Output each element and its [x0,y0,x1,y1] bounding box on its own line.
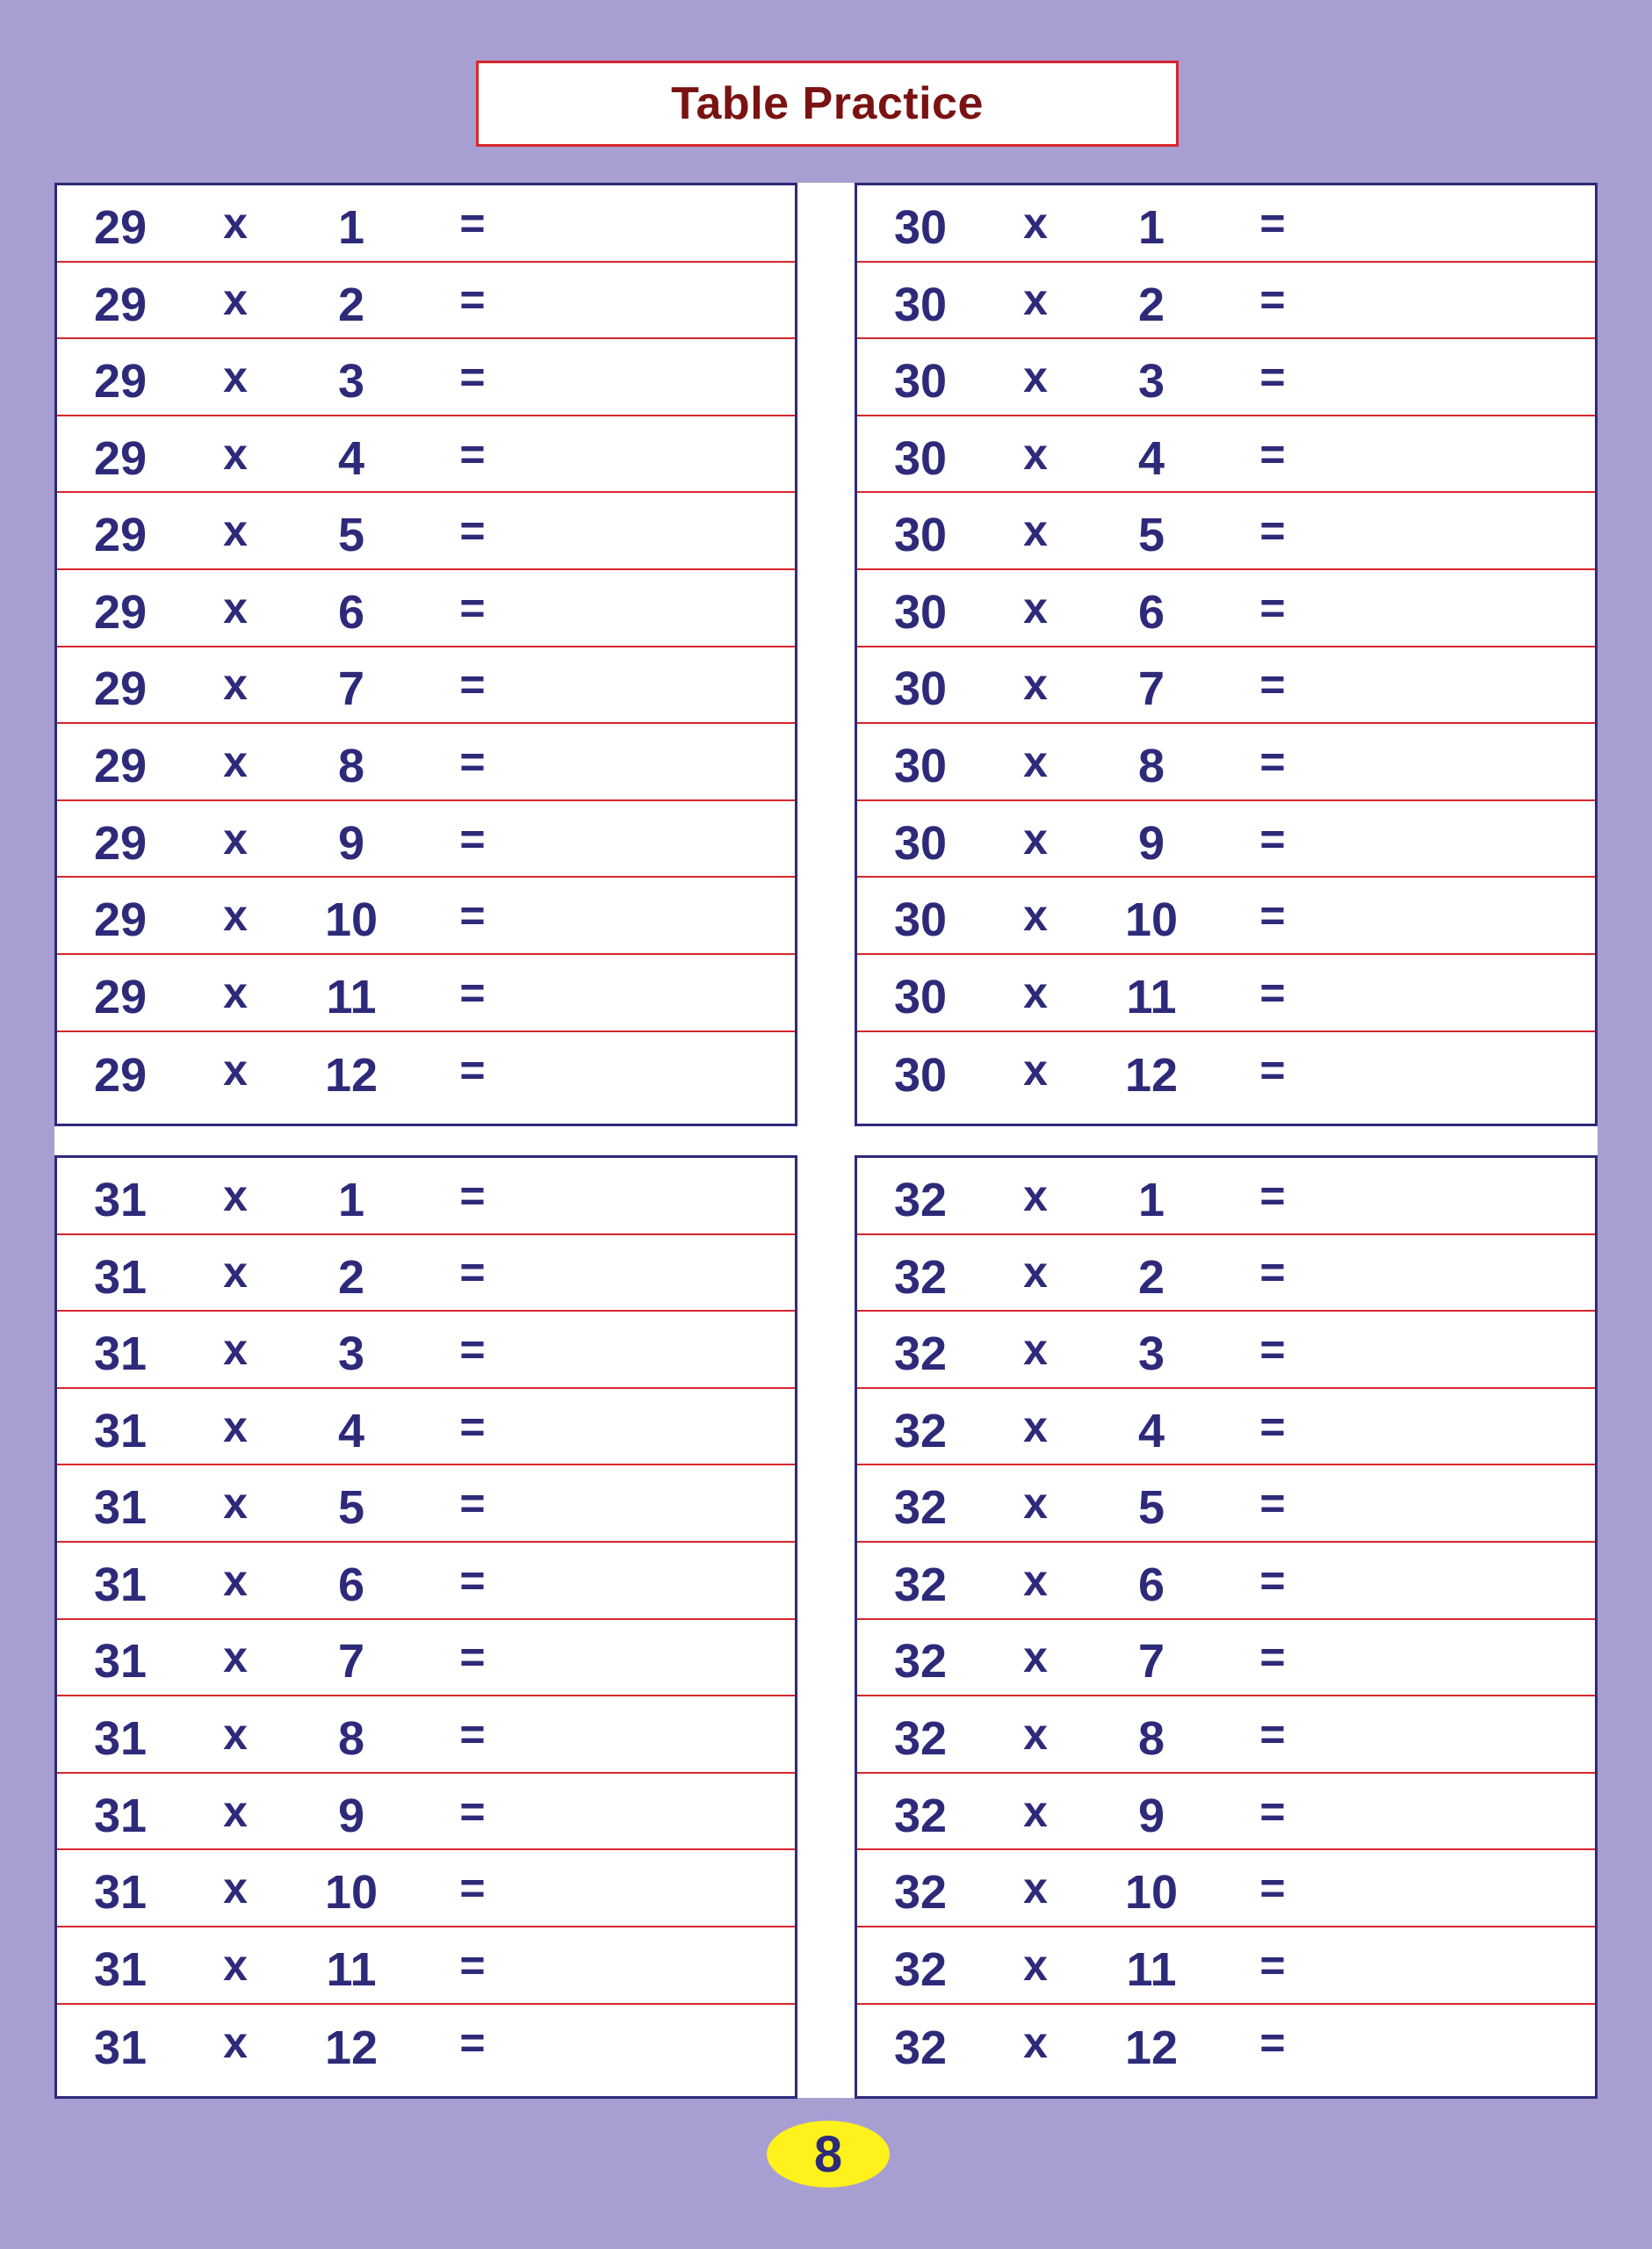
base-number: 32 [893,1558,948,1611]
table-row [57,1465,795,1543]
multiply-sign: x [1023,1247,1048,1298]
base-number: 32 [893,1327,948,1381]
base-number: 29 [93,585,148,639]
multiply-sign: x [1023,2018,1048,2068]
multiplier: 1 [337,200,365,254]
multiply-sign: x [223,2018,248,2068]
multiply-sign: x [223,891,248,941]
table-row [857,1389,1595,1466]
table-row [857,801,1595,879]
base-number: 30 [893,585,948,639]
equals-sign: = [1259,1324,1286,1374]
base-number: 29 [93,662,148,716]
multiplier: 3 [337,1327,365,1381]
base-number: 29 [93,278,148,331]
multiplier: 11 [326,970,377,1023]
multiplier: 8 [337,740,365,793]
table-row [57,2005,795,2082]
multiply-sign: x [1023,967,1048,1017]
table-row [857,416,1595,494]
equals-sign: = [459,1632,486,1682]
multiply-sign: x [223,1709,248,1759]
table-row [57,1774,795,1851]
multiply-sign: x [223,1555,248,1605]
table-row [857,878,1595,955]
multiplier: 5 [337,509,365,562]
table-row [857,570,1595,647]
multiplier: 9 [337,816,365,870]
multiply-sign: x [223,582,248,633]
equals-sign: = [1259,582,1286,633]
multiply-sign: x [223,1401,248,1451]
equals-sign: = [459,198,486,248]
table-row [57,1389,795,1466]
base-number: 30 [893,740,948,793]
base-number: 31 [93,1404,148,1457]
multiplier: 1 [1137,200,1165,254]
multiplier: 5 [1137,509,1165,562]
multiply-sign: x [1023,1786,1048,1836]
table-row [57,1850,795,1927]
base-number: 29 [93,431,148,485]
equals-sign: = [1259,1786,1286,1836]
multiplier: 3 [1137,355,1165,409]
multiplier: 11 [1126,1942,1177,1996]
multiply-sign: x [223,814,248,864]
equals-sign: = [459,275,486,325]
base-number: 32 [893,1404,948,1457]
base-number: 29 [93,816,148,870]
table-row [857,1620,1595,1697]
equals-sign: = [459,1045,486,1096]
multiply-sign: x [1023,1170,1048,1220]
base-number: 29 [93,200,148,254]
multiplier: 2 [1137,1250,1165,1304]
equals-sign: = [459,582,486,633]
multiplier: 3 [1137,1327,1165,1381]
multiplier: 5 [1137,1481,1165,1535]
multiplier: 2 [1137,278,1165,331]
equals-sign: = [1259,506,1286,556]
multiplier: 2 [337,278,365,331]
base-number: 30 [893,355,948,409]
base-number: 31 [93,1481,148,1535]
base-number: 30 [893,509,948,562]
multiplier: 7 [1137,662,1165,716]
multiplier: 6 [1137,585,1165,639]
table-row [57,570,795,647]
multiplier: 11 [1126,970,1177,1023]
equals-sign: = [1259,1045,1286,1096]
table-row [57,1543,795,1620]
base-number: 30 [893,816,948,870]
base-number: 31 [93,1327,148,1381]
base-number: 31 [93,1942,148,1996]
equals-sign: = [1259,736,1286,786]
equals-sign: = [1259,351,1286,401]
table-row [857,2005,1595,2082]
multiplier: 3 [337,355,365,409]
equals-sign: = [1259,1555,1286,1605]
multiplier: 10 [324,1866,379,1920]
equals-sign: = [459,1247,486,1298]
table-row [57,339,795,416]
multiplier: 12 [324,1048,379,1102]
times-table-30 [855,183,1598,1126]
equals-sign: = [459,506,486,556]
base-number: 32 [893,1173,948,1226]
multiplier: 12 [1124,2021,1179,2074]
table-row [57,878,795,955]
multiply-sign: x [1023,660,1048,710]
equals-sign: = [1259,1863,1286,1913]
table-row [57,801,795,879]
equals-sign: = [459,429,486,479]
base-number: 32 [893,1712,948,1766]
equals-sign: = [1259,967,1286,1017]
equals-sign: = [459,2018,486,2068]
base-number: 30 [893,431,948,485]
multiply-sign: x [1023,429,1048,479]
table-row [857,1032,1595,1110]
table-row [57,1235,795,1313]
times-table-rows [857,1158,1595,2081]
equals-sign: = [459,1709,486,1759]
base-number: 29 [93,509,148,562]
multiply-sign: x [1023,736,1048,786]
multiply-sign: x [223,351,248,401]
multiplier: 1 [1137,1173,1165,1226]
page-number: 8 [813,2125,843,2183]
multiplier: 9 [1137,816,1165,870]
multiply-sign: x [223,1324,248,1374]
page-title: Table Practice [671,78,984,129]
multiply-sign: x [223,1045,248,1096]
multiplier: 12 [324,2021,379,2074]
table-row [57,1927,795,2005]
multiply-sign: x [223,1247,248,1298]
multiplier: 6 [337,585,365,639]
table-row [857,493,1595,570]
multiply-sign: x [1023,351,1048,401]
table-row [857,724,1595,801]
multiply-sign: x [1023,198,1048,248]
times-table-rows [857,185,1595,1109]
base-number: 32 [893,1789,948,1842]
times-table-rows [57,185,795,1109]
multiply-sign: x [1023,1632,1048,1682]
multiply-sign: x [223,660,248,710]
table-row [57,955,795,1032]
multiply-sign: x [1023,814,1048,864]
base-number: 32 [893,1942,948,1996]
multiply-sign: x [1023,275,1048,325]
table-row [57,1696,795,1774]
multiply-sign: x [1023,1555,1048,1605]
equals-sign: = [459,1324,486,1374]
table-row [857,1465,1595,1543]
base-number: 31 [93,1250,148,1304]
multiply-sign: x [223,1170,248,1220]
base-number: 31 [93,1558,148,1611]
times-table-31 [54,1155,797,2099]
table-row [857,955,1595,1032]
multiplier: 7 [1137,1635,1165,1689]
multiplier: 2 [337,1250,365,1304]
base-number: 31 [93,1789,148,1842]
table-row [857,1543,1595,1620]
multiply-sign: x [223,1786,248,1836]
table-row [857,263,1595,340]
multiplier: 7 [337,662,365,716]
multiplier: 4 [1137,431,1165,485]
equals-sign: = [459,351,486,401]
base-number: 30 [893,1048,948,1102]
multiplier: 9 [337,1789,365,1842]
multiply-sign: x [1023,1709,1048,1759]
multiply-sign: x [1023,506,1048,556]
equals-sign: = [459,1170,486,1220]
multiply-sign: x [1023,1940,1048,1990]
table-row [857,1850,1595,1927]
multiplier: 8 [337,1712,365,1766]
equals-sign: = [1259,660,1286,710]
multiplier: 9 [1137,1789,1165,1842]
base-number: 29 [93,1048,148,1102]
table-row [857,185,1595,263]
equals-sign: = [1259,1479,1286,1529]
base-number: 32 [893,1481,948,1535]
multiply-sign: x [223,429,248,479]
table-row [857,1158,1595,1235]
multiplier: 10 [324,893,379,947]
base-number: 32 [893,1635,948,1689]
equals-sign: = [1259,1247,1286,1298]
equals-sign: = [459,660,486,710]
multiplier: 7 [337,1635,365,1689]
title-box [476,61,1179,147]
equals-sign: = [459,1479,486,1529]
table-row [857,1774,1595,1851]
multiply-sign: x [223,967,248,1017]
table-row [857,339,1595,416]
base-number: 32 [893,1866,948,1920]
times-table-29 [54,183,797,1126]
multiplier: 4 [337,1404,365,1457]
multiply-sign: x [223,275,248,325]
multiply-sign: x [223,1863,248,1913]
base-number: 29 [93,893,148,947]
multiplier: 8 [1137,1712,1165,1766]
horizontal-divider [54,1126,1598,1156]
multiply-sign: x [223,198,248,248]
multiplier: 10 [1124,1866,1179,1920]
equals-sign: = [1259,1940,1286,1990]
base-number: 31 [93,2021,148,2074]
equals-sign: = [459,1401,486,1451]
multiply-sign: x [223,506,248,556]
equals-sign: = [1259,814,1286,864]
multiply-sign: x [1023,582,1048,633]
base-number: 30 [893,662,948,716]
equals-sign: = [1259,1170,1286,1220]
equals-sign: = [1259,1632,1286,1682]
table-row [57,1158,795,1235]
multiplier: 4 [337,431,365,485]
table-row [57,263,795,340]
equals-sign: = [459,814,486,864]
base-number: 32 [893,2021,948,2074]
equals-sign: = [1259,1401,1286,1451]
table-row [857,647,1595,725]
base-number: 29 [93,355,148,409]
equals-sign: = [459,1555,486,1605]
table-row [857,1312,1595,1389]
base-number: 29 [93,740,148,793]
base-number: 31 [93,1173,148,1226]
multiply-sign: x [1023,1863,1048,1913]
multiplier: 1 [337,1173,365,1226]
base-number: 30 [893,278,948,331]
table-row [857,1696,1595,1774]
table-row [57,1620,795,1697]
table-row [57,1032,795,1110]
equals-sign: = [1259,891,1286,941]
multiply-sign: x [1023,1045,1048,1096]
equals-sign: = [1259,198,1286,248]
equals-sign: = [1259,275,1286,325]
equals-sign: = [459,891,486,941]
equals-sign: = [459,967,486,1017]
table-row [57,416,795,494]
table-row [57,647,795,725]
multiplier: 5 [337,1481,365,1535]
multiply-sign: x [1023,1479,1048,1529]
equals-sign: = [459,1940,486,1990]
base-number: 31 [93,1712,148,1766]
multiplier: 6 [337,1558,365,1611]
equals-sign: = [1259,429,1286,479]
page-number-badge [767,2121,890,2188]
table-row [57,493,795,570]
multiply-sign: x [223,736,248,786]
times-table-rows [57,1158,795,2081]
multiplier: 6 [1137,1558,1165,1611]
multiply-sign: x [1023,1324,1048,1374]
base-number: 30 [893,893,948,947]
table-row [57,185,795,263]
equals-sign: = [1259,2018,1286,2068]
table-row [57,724,795,801]
base-number: 31 [93,1635,148,1689]
base-number: 30 [893,200,948,254]
equals-sign: = [459,1863,486,1913]
multiply-sign: x [223,1632,248,1682]
multiply-sign: x [1023,891,1048,941]
table-row [57,1312,795,1389]
multiply-sign: x [223,1479,248,1529]
multiplier: 11 [326,1942,377,1996]
multiplier: 4 [1137,1404,1165,1457]
multiplier: 12 [1124,1048,1179,1102]
table-row [857,1927,1595,2005]
multiply-sign: x [1023,1401,1048,1451]
equals-sign: = [459,736,486,786]
base-number: 32 [893,1250,948,1304]
equals-sign: = [1259,1709,1286,1759]
multiplier: 10 [1124,893,1179,947]
base-number: 31 [93,1866,148,1920]
times-table-32 [855,1155,1598,2099]
table-row [857,1235,1595,1313]
base-number: 30 [893,970,948,1023]
multiply-sign: x [223,1940,248,1990]
base-number: 29 [93,970,148,1023]
multiplier: 8 [1137,740,1165,793]
equals-sign: = [459,1786,486,1836]
